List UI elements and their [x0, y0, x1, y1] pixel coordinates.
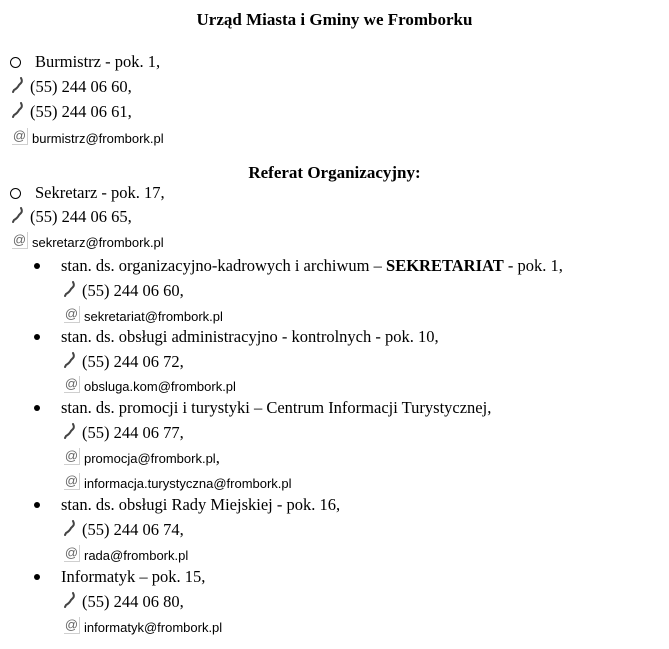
list-item-informatyk — [34, 567, 205, 587]
item-email-row — [64, 617, 222, 638]
burmistrz-phone-2 — [12, 102, 132, 122]
list-item-sekretariat — [34, 256, 563, 276]
at-icon: @ — [12, 232, 27, 247]
item-email[interactable]: sekretariat@frombork.pl — [84, 309, 223, 324]
bullet — [34, 574, 40, 580]
circle-bullet — [10, 57, 21, 68]
item-email[interactable]: informacja.turystyczna@frombork.pl — [84, 476, 292, 491]
sekretarz-phone — [12, 207, 132, 227]
phone-icon — [12, 102, 26, 118]
at-icon: @ — [64, 376, 79, 391]
burmistrz-label: Burmistrz - pok. 1, — [35, 52, 161, 71]
item-label: stan. ds. obsługi Rady Miejskiej - pok. 16, — [61, 495, 341, 514]
list-item-obsluga — [34, 327, 439, 347]
phone-text: (55) 244 06 65, — [30, 207, 132, 226]
item-phone — [64, 423, 184, 443]
page-title: Urząd Miasta i Gminy we Fromborku — [196, 10, 473, 29]
section-title: Referat Organizacyjny: — [248, 163, 421, 182]
list-item-promocja — [34, 398, 491, 418]
bullet — [34, 263, 40, 269]
bullet — [34, 334, 40, 340]
sekretarz-email-row — [12, 232, 164, 253]
item-label-bold: SEKRETARIAT — [386, 256, 504, 275]
at-icon: @ — [64, 448, 79, 463]
burmistrz-email[interactable]: burmistrz@frombork.pl — [32, 131, 164, 146]
list-item-sekretarz — [10, 183, 165, 203]
phone-text: (55) 244 06 60, — [82, 281, 184, 300]
item-email[interactable]: obsluga.kom@frombork.pl — [84, 379, 236, 394]
list-item-burmistrz — [10, 52, 160, 72]
item-label: stan. ds. promocji i turystyki – Centrum Informacji Turystycznej, — [61, 398, 492, 417]
phone-icon — [64, 520, 78, 536]
circle-bullet — [10, 188, 21, 199]
at-icon: @ — [64, 545, 79, 560]
item-label: stan. ds. organizacyjno-kadrowych i archiwum – — [61, 256, 387, 275]
item-phone — [64, 592, 184, 612]
sekretarz-email[interactable]: sekretarz@frombork.pl — [32, 235, 164, 250]
item-email-row — [64, 448, 220, 469]
phone-text: (55) 244 06 77, — [82, 423, 184, 442]
phone-text: (55) 244 06 80, — [82, 592, 184, 611]
at-icon: @ — [64, 617, 79, 632]
phone-text: (55) 244 06 60, — [30, 77, 132, 96]
item-email[interactable]: rada@frombork.pl — [84, 548, 189, 563]
bullet — [34, 502, 40, 508]
sekretarz-label: Sekretarz - pok. 17, — [35, 183, 165, 202]
at-icon: @ — [64, 306, 79, 321]
item-email-row — [64, 306, 223, 327]
list-item-rada — [34, 495, 340, 515]
phone-icon — [12, 207, 26, 223]
bullet — [34, 405, 40, 411]
item-email-row — [64, 545, 188, 566]
item-label: stan. ds. obsługi administracyjno - kontrolnych - pok. 10, — [61, 327, 439, 346]
phone-icon — [64, 281, 78, 297]
phone-text: (55) 244 06 72, — [82, 352, 184, 371]
burmistrz-email-row — [12, 128, 164, 149]
phone-text: (55) 244 06 74, — [82, 520, 184, 539]
at-icon: @ — [64, 473, 79, 488]
email-separator: , — [215, 448, 220, 467]
item-phone — [64, 352, 184, 372]
item-email[interactable]: informatyk@frombork.pl — [84, 620, 223, 635]
item-phone — [64, 281, 184, 301]
item-email[interactable]: promocja@frombork.pl — [84, 451, 216, 466]
item-email-row — [64, 376, 236, 397]
item-email-row-2 — [64, 473, 292, 494]
phone-text: (55) 244 06 61, — [30, 102, 132, 121]
at-icon: @ — [12, 128, 27, 143]
item-phone — [64, 520, 184, 540]
phone-icon — [64, 423, 78, 439]
phone-icon — [64, 592, 78, 608]
burmistrz-phone-1 — [12, 77, 132, 97]
phone-icon — [12, 77, 26, 93]
item-label: Informatyk – pok. 15, — [61, 567, 206, 586]
phone-icon — [64, 352, 78, 368]
item-label-suffix: - pok. 1, — [503, 256, 563, 275]
